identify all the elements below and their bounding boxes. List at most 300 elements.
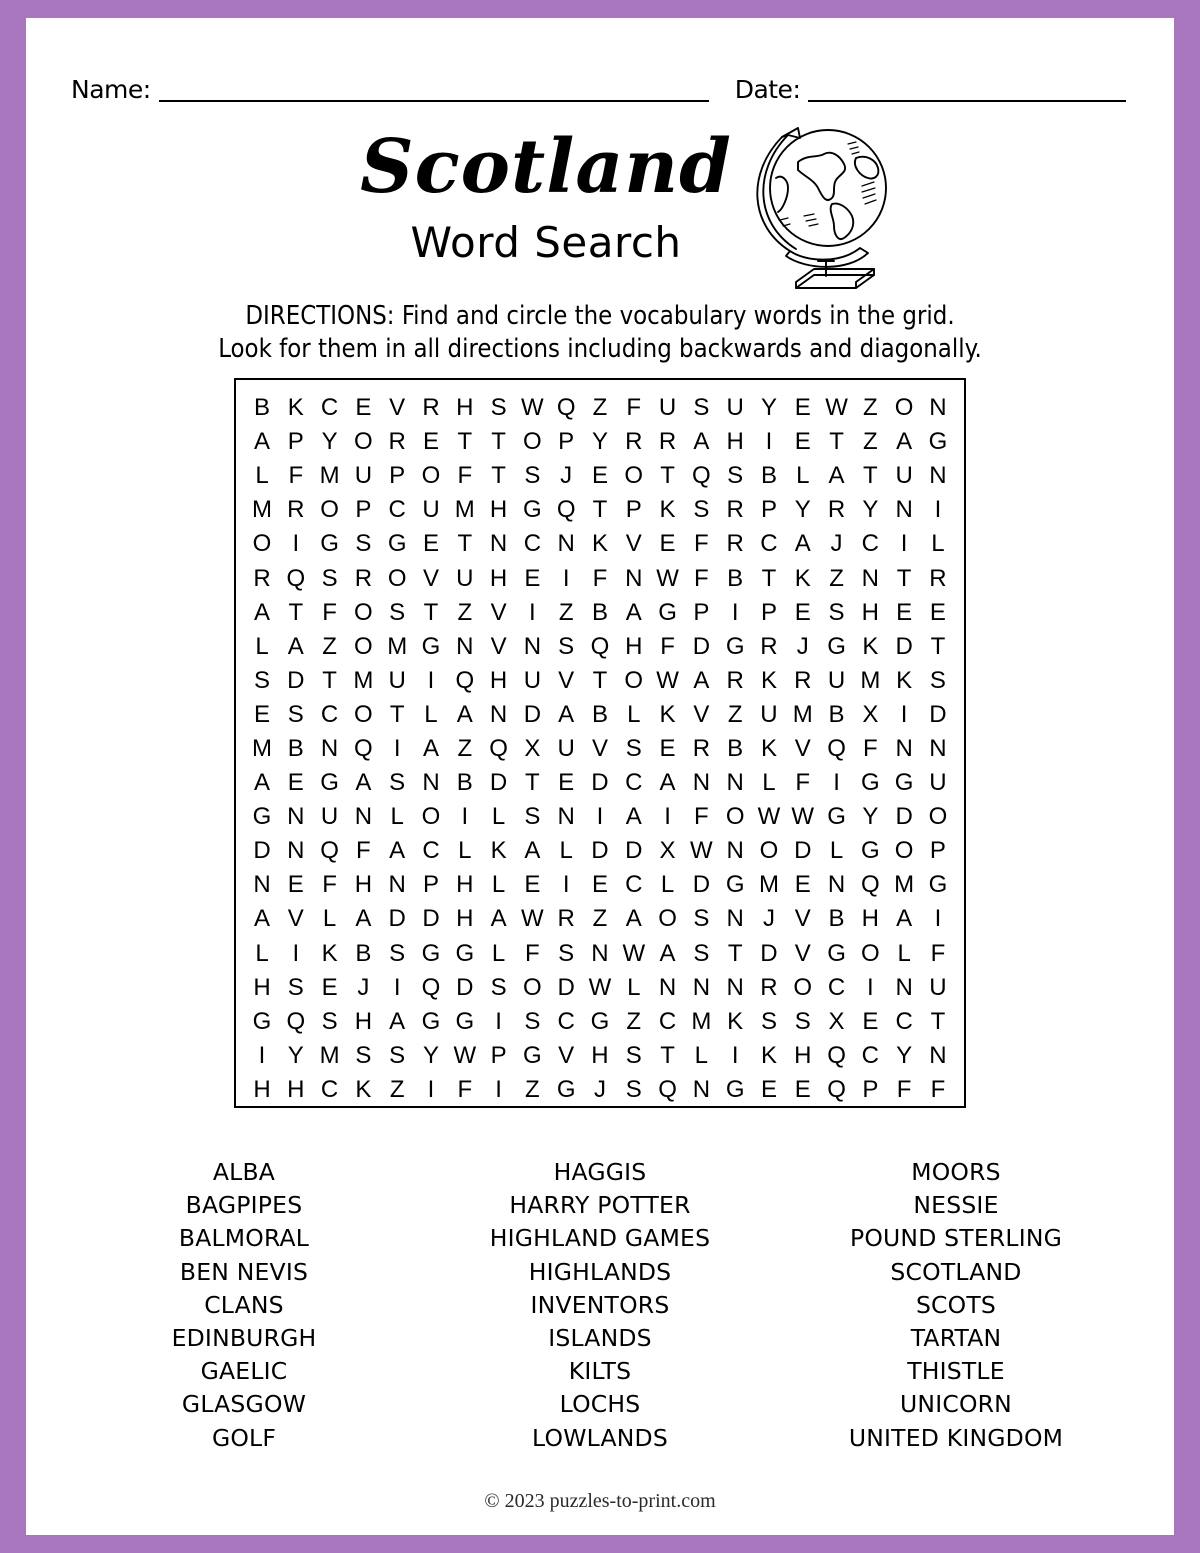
grid-cell[interactable]: G [928,428,948,456]
grid-cell[interactable]: A [625,905,642,933]
grid-cell[interactable]: A [693,428,710,456]
grid-cell[interactable]: R [726,530,744,558]
grid-cell[interactable]: W [825,394,848,422]
grid-cell[interactable]: P [625,496,642,524]
grid-cell[interactable]: I [562,564,570,592]
grid-cell[interactable]: U [726,394,744,422]
word-list-item[interactable]: GAELIC [200,1357,288,1386]
grid-cell[interactable]: N [726,837,744,865]
grid-cell[interactable]: Y [422,1041,439,1069]
grid-cell[interactable]: A [659,769,676,797]
grid-cell[interactable]: N [692,1075,711,1103]
grid-cell[interactable]: E [422,530,439,558]
grid-cell[interactable]: R [929,564,947,592]
grid-cell[interactable]: U [827,666,846,694]
grid-cell[interactable]: D [287,666,305,694]
grid-cell[interactable]: O [624,462,644,490]
grid-cell[interactable]: L [762,769,776,797]
grid-cell[interactable]: M [454,496,475,524]
word-list-item[interactable]: ISLANDS [548,1324,652,1353]
grid-cell[interactable]: D [929,700,947,728]
grid-cell[interactable]: B [828,905,845,933]
grid-cell[interactable]: V [490,632,507,660]
grid-cell[interactable]: G [725,871,745,899]
grid-cell[interactable]: I [461,803,469,831]
grid-cell[interactable]: H [489,666,508,694]
grid-cell[interactable]: F [592,564,608,592]
grid-cell[interactable]: N [287,837,305,865]
grid-cell[interactable]: J [560,462,573,490]
grid-cell[interactable]: J [796,632,809,660]
grid-cell[interactable]: W [588,973,612,1001]
grid-cell[interactable]: A [355,769,372,797]
grid-cell[interactable]: D [591,837,609,865]
word-list-item[interactable]: HAGGIS [553,1158,647,1186]
grid-cell[interactable]: W [656,666,679,694]
grid-cell[interactable]: C [320,394,339,422]
grid-cell[interactable]: N [625,564,643,592]
grid-cell[interactable]: S [524,462,541,490]
grid-cell[interactable]: K [355,1075,372,1103]
grid-cell[interactable]: Z [863,428,878,456]
grid-cell[interactable]: Y [896,1041,913,1069]
grid-cell[interactable]: Z [525,1075,540,1103]
grid-cell[interactable]: S [625,1041,642,1069]
grid-cell[interactable]: W [656,564,679,592]
grid-cell[interactable]: I [833,769,840,797]
grid-cell[interactable]: U [320,803,339,831]
grid-cell[interactable]: H [726,428,744,456]
grid-cell[interactable]: T [491,462,506,490]
grid-cell[interactable]: L [829,837,844,865]
grid-cell[interactable]: M [894,871,915,899]
grid-cell[interactable]: Z [389,1075,405,1103]
grid-cell[interactable]: G [252,1007,272,1035]
grid-cell[interactable]: T [761,564,777,592]
word-list-item[interactable]: SCOTS [915,1290,997,1319]
grid-cell[interactable]: C [760,530,778,558]
grid-cell[interactable]: N [861,564,880,592]
grid-cell[interactable]: V [591,734,608,762]
grid-cell[interactable]: Y [287,1041,304,1069]
word-list-item[interactable]: EDINBURGH [171,1324,317,1353]
grid-cell[interactable]: W [521,905,544,933]
grid-cell[interactable]: H [625,632,643,660]
grid-cell[interactable]: R [287,496,305,524]
grid-cell[interactable]: Z [829,564,844,592]
grid-cell[interactable]: E [794,871,811,899]
grid-cell[interactable]: A [794,530,811,558]
grid-cell[interactable]: R [625,428,643,456]
grid-cell[interactable]: D [591,769,609,797]
grid-cell[interactable]: T [930,632,946,660]
grid-cell[interactable]: P [287,428,304,456]
grid-cell[interactable]: R [794,666,812,694]
grid-cell[interactable]: W [622,939,646,967]
grid-cell[interactable]: E [591,462,608,490]
grid-cell[interactable]: Z [727,700,743,728]
grid-cell[interactable]: E [862,1007,879,1035]
grid-cell[interactable]: H [794,1041,812,1069]
grid-cell[interactable]: N [489,700,508,728]
grid-cell[interactable]: G [387,530,407,558]
grid-cell[interactable]: F [322,871,337,899]
word-list-item[interactable]: HIGHLAND GAMES [489,1224,711,1253]
grid-cell[interactable]: L [255,632,269,660]
grid-cell[interactable]: M [792,700,813,728]
grid-cell[interactable]: J [593,1075,606,1103]
grid-cell[interactable]: H [456,905,474,933]
grid-cell[interactable]: M [387,632,408,660]
grid-cell[interactable]: X [862,700,879,728]
grid-cell[interactable]: S [693,939,710,967]
grid-cell[interactable]: Z [322,632,337,660]
grid-cell[interactable]: K [862,632,879,660]
grid-cell[interactable]: E [659,530,676,558]
grid-cell[interactable]: A [253,428,270,456]
grid-cell[interactable]: B [727,734,744,762]
grid-cell[interactable]: N [658,973,677,1001]
grid-cell[interactable]: I [393,734,401,762]
grid-cell[interactable]: H [591,1041,609,1069]
grid-cell[interactable]: R [760,973,778,1001]
grid-cell[interactable]: B [355,939,372,967]
grid-cell[interactable]: T [491,428,506,456]
grid-cell[interactable]: E [794,428,811,456]
grid-cell[interactable]: R [253,564,271,592]
grid-cell[interactable]: Q [455,666,475,694]
grid-cell[interactable]: I [427,1075,435,1103]
grid-cell[interactable]: A [253,769,270,797]
grid-cell[interactable]: G [590,1007,610,1035]
grid-cell[interactable]: F [457,1075,473,1103]
grid-cell[interactable]: N [388,871,406,899]
grid-cell[interactable]: L [627,700,641,728]
grid-cell[interactable]: F [525,939,540,967]
grid-cell[interactable]: N [422,769,440,797]
grid-cell[interactable]: G [455,939,475,967]
grid-cell[interactable]: I [596,803,604,831]
grid-cell[interactable]: Y [321,428,338,456]
grid-cell[interactable]: L [255,462,269,490]
grid-cell[interactable]: R [388,428,406,456]
word-list-item[interactable]: THISTLE [907,1357,1005,1386]
grid-cell[interactable]: V [422,564,439,592]
grid-cell[interactable]: T [660,462,675,490]
grid-cell[interactable]: S [389,769,406,797]
grid-cell[interactable]: S [693,496,710,524]
grid-cell[interactable]: H [456,394,474,422]
grid-cell[interactable]: Y [760,394,777,422]
grid-cell[interactable]: F [626,394,642,422]
grid-cell[interactable]: N [827,871,846,899]
grid-cell[interactable]: C [861,530,880,558]
grid-cell[interactable]: B [828,700,845,728]
grid-cell[interactable]: B [591,598,608,626]
grid-cell[interactable]: O [354,700,373,728]
grid-cell[interactable]: R [422,394,440,422]
grid-cell[interactable]: Q [286,564,306,592]
grid-cell[interactable]: Z [592,905,608,933]
grid-cell[interactable]: E [321,973,338,1001]
grid-cell[interactable]: U [895,462,913,490]
grid-cell[interactable]: L [491,803,506,831]
grid-cell[interactable]: D [760,939,778,967]
grid-cell[interactable]: S [727,462,744,490]
grid-cell[interactable]: K [490,837,507,865]
grid-cell[interactable]: A [558,700,575,728]
grid-cell[interactable]: G [861,837,880,865]
grid-cell[interactable]: J [357,973,370,1001]
grid-cell[interactable]: A [389,837,406,865]
grid-cell[interactable]: S [355,530,372,558]
grid-cell[interactable]: G [252,803,272,831]
grid-cell[interactable]: T [592,496,608,524]
grid-cell[interactable]: N [929,734,947,762]
grid-cell[interactable]: C [320,700,339,728]
grid-cell[interactable]: S [625,734,642,762]
grid-cell[interactable]: E [287,769,304,797]
grid-cell[interactable]: O [523,428,542,456]
grid-cell[interactable]: I [495,1075,502,1103]
grid-cell[interactable]: H [287,1075,305,1103]
grid-cell[interactable]: U [760,700,778,728]
grid-cell[interactable]: O [894,394,914,422]
grid-cell[interactable]: O [928,803,948,831]
grid-cell[interactable]: C [827,973,846,1001]
grid-cell[interactable]: K [794,564,811,592]
grid-cell[interactable]: S [389,1041,406,1069]
grid-cell[interactable]: F [694,530,709,558]
grid-cell[interactable]: E [524,564,541,592]
grid-cell[interactable]: I [562,871,570,899]
grid-cell[interactable]: G [455,1007,475,1035]
grid-cell[interactable]: F [694,803,709,831]
grid-cell[interactable]: B [287,734,304,762]
grid-cell[interactable]: K [659,700,676,728]
grid-cell[interactable]: R [726,496,744,524]
grid-cell[interactable]: Q [354,734,373,762]
grid-cell[interactable]: N [354,803,373,831]
grid-cell[interactable]: H [456,871,474,899]
grid-cell[interactable]: F [660,632,675,660]
grid-cell[interactable]: K [287,394,304,422]
grid-cell[interactable]: S [287,973,304,1001]
grid-cell[interactable]: S [355,1041,372,1069]
grid-cell[interactable]: C [523,530,542,558]
grid-cell[interactable]: O [421,462,441,490]
grid-cell[interactable]: D [422,905,440,933]
grid-cell[interactable]: B [456,769,473,797]
grid-cell[interactable]: T [423,598,439,626]
grid-cell[interactable]: T [457,428,473,456]
grid-cell[interactable]: H [489,564,508,592]
grid-cell[interactable]: W [791,803,815,831]
grid-cell[interactable]: O [421,803,441,831]
grid-cell[interactable]: M [252,734,272,762]
grid-cell[interactable]: G [827,803,846,831]
word-list-item[interactable]: NESSIE [913,1191,999,1220]
grid-cell[interactable]: A [659,939,676,967]
grid-cell[interactable]: F [694,564,709,592]
grid-cell[interactable]: T [829,428,844,456]
grid-cell[interactable]: T [457,530,473,558]
grid-cell[interactable]: O [387,564,407,592]
grid-cell[interactable]: Q [827,1041,846,1069]
grid-cell[interactable]: D [625,837,643,865]
grid-cell[interactable]: U [456,564,474,592]
grid-cell[interactable]: Q [286,1007,306,1035]
grid-cell[interactable]: L [559,837,573,865]
grid-cell[interactable]: G [894,769,914,797]
grid-cell[interactable]: I [529,598,536,626]
word-list-item[interactable]: CLANS [204,1290,284,1319]
grid-cell[interactable]: A [625,803,642,831]
grid-cell[interactable]: X [828,1007,845,1035]
grid-cell[interactable]: P [389,462,406,490]
grid-cell[interactable]: I [934,905,942,933]
grid-cell[interactable]: V [287,905,304,933]
grid-cell[interactable]: B [760,462,777,490]
grid-cell[interactable]: S [794,1007,811,1035]
grid-cell[interactable]: A [625,598,642,626]
grid-cell[interactable]: Z [626,1007,642,1035]
grid-cell[interactable]: H [354,871,373,899]
word-list-item[interactable]: POUND STERLING [849,1224,1063,1253]
grid-cell[interactable]: S [760,1007,777,1035]
grid-cell[interactable]: T [727,939,743,967]
grid-cell[interactable]: H [253,973,271,1001]
word-list-item[interactable]: HIGHLANDS [528,1257,672,1286]
grid-cell[interactable]: E [794,598,811,626]
grid-cell[interactable]: M [319,462,340,490]
word-list-item[interactable]: BEN NEVIS [179,1257,309,1286]
word-list-item[interactable]: HARRY POTTER [509,1191,691,1220]
grid-cell[interactable]: A [828,462,845,490]
grid-cell[interactable]: H [861,905,880,933]
grid-cell[interactable]: L [424,700,438,728]
grid-cell[interactable]: L [491,939,506,967]
grid-cell[interactable]: R [658,428,677,456]
grid-cell[interactable]: P [760,496,777,524]
grid-cell[interactable]: U [929,973,947,1001]
grid-cell[interactable]: I [258,1041,266,1069]
grid-cell[interactable]: F [930,939,946,967]
grid-cell[interactable]: L [458,837,472,865]
grid-cell[interactable]: Z [863,394,878,422]
grid-cell[interactable]: D [388,905,406,933]
grid-cell[interactable]: G [523,1041,542,1069]
grid-cell[interactable]: D [253,837,271,865]
grid-cell[interactable]: U [929,769,947,797]
grid-cell[interactable]: R [760,632,778,660]
grid-cell[interactable]: E [794,394,811,422]
grid-cell[interactable]: Z [457,598,473,626]
grid-cell[interactable]: W [757,803,781,831]
grid-cell[interactable]: O [354,428,373,456]
grid-cell[interactable]: I [731,1041,739,1069]
grid-cell[interactable]: T [322,666,337,694]
grid-cell[interactable]: N [253,871,271,899]
grid-cell[interactable]: E [253,700,270,728]
grid-cell[interactable]: O [658,905,677,933]
grid-cell[interactable]: K [591,530,608,558]
grid-cell[interactable]: D [895,632,913,660]
grid-cell[interactable]: V [490,598,507,626]
grid-cell[interactable]: O [354,598,373,626]
grid-cell[interactable]: D [794,837,812,865]
grid-cell[interactable]: V [693,700,710,728]
word-list-item[interactable]: MOORS [911,1158,1001,1186]
grid-cell[interactable]: R [827,496,846,524]
word-list-item[interactable]: UNICORN [900,1390,1012,1419]
word-list-item[interactable]: GLASGOW [181,1390,307,1419]
grid-cell[interactable]: S [490,973,507,1001]
grid-cell[interactable]: I [765,428,773,456]
grid-cell[interactable]: M [691,1007,712,1035]
grid-cell[interactable]: K [727,1007,744,1035]
grid-cell[interactable]: D [489,769,508,797]
grid-cell[interactable]: D [557,973,575,1001]
grid-cell[interactable]: G [861,769,880,797]
grid-cell[interactable]: S [524,1007,541,1035]
grid-cell[interactable]: G [928,871,948,899]
grid-cell[interactable]: R [557,905,575,933]
grid-cell[interactable]: Q [590,632,610,660]
grid-cell[interactable]: N [726,973,744,1001]
grid-cell[interactable]: N [692,769,711,797]
grid-cell[interactable]: A [693,666,710,694]
grid-cell[interactable]: O [320,496,339,524]
grid-cell[interactable]: C [658,1007,677,1035]
grid-cell[interactable]: N [320,734,339,762]
grid-cell[interactable]: C [422,837,440,865]
grid-cell[interactable]: Z [558,598,574,626]
grid-cell[interactable]: A [490,905,507,933]
grid-cell[interactable]: Q [320,837,339,865]
grid-cell[interactable]: K [659,496,676,524]
grid-cell[interactable]: G [421,939,441,967]
grid-cell[interactable]: L [390,803,404,831]
grid-cell[interactable]: F [795,769,811,797]
grid-cell[interactable]: O [523,973,542,1001]
grid-cell[interactable]: T [389,700,405,728]
word-search-grid[interactable] [234,378,966,1108]
grid-cell[interactable]: I [900,700,908,728]
grid-cell[interactable]: K [896,666,913,694]
grid-cell[interactable]: F [896,1075,912,1103]
grid-cell[interactable]: N [557,530,575,558]
grid-cell[interactable]: C [625,871,643,899]
grid-cell[interactable]: G [421,1007,441,1035]
grid-cell[interactable]: V [558,666,575,694]
grid-cell[interactable]: N [489,530,508,558]
grid-cell[interactable]: E [896,598,913,626]
grid-cell[interactable]: P [355,496,372,524]
grid-cell[interactable]: N [726,905,744,933]
grid-cell[interactable]: Q [556,496,576,524]
grid-cell[interactable]: N [557,803,575,831]
grid-cell[interactable]: S [490,394,507,422]
grid-cell[interactable]: N [523,632,542,660]
grid-cell[interactable]: L [796,462,810,490]
grid-cell[interactable]: F [930,1075,946,1103]
grid-cell[interactable]: D [692,871,711,899]
grid-cell[interactable]: N [929,394,947,422]
grid-cell[interactable]: F [288,462,304,490]
date-input-rule[interactable] [808,100,1126,102]
grid-cell[interactable]: S [389,939,406,967]
